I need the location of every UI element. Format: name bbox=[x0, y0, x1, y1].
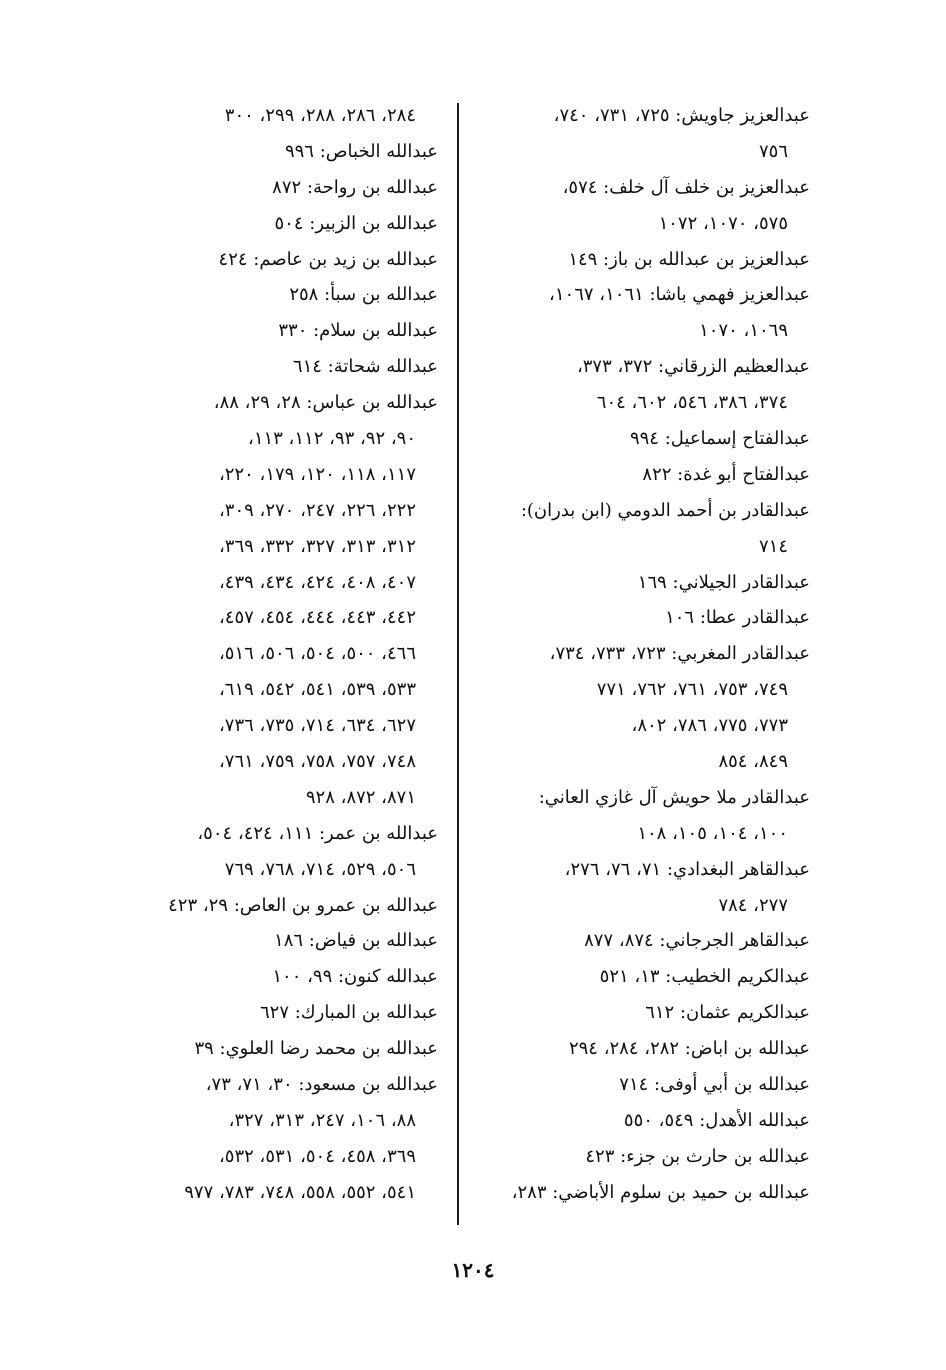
index-entry: عبدالله بن اباض: ٢٨٢، ٢٨٤، ٢٩٤ bbox=[568, 1038, 810, 1060]
index-entry-continuation: ٧٧٣، ٧٧٥، ٧٨٦، ٨٠٢، bbox=[631, 715, 788, 737]
index-entry: عبدالقادر بن أحمد الدومي (ابن بدران): bbox=[520, 499, 810, 521]
index-entry-continuation: ٤٤٢، ٤٤٣، ٤٤٤، ٤٥٤، ٤٥٧، bbox=[218, 607, 416, 629]
index-entry: عبدالله بن عباس: ٢٨، ٢٩، ٨٨، bbox=[213, 392, 438, 414]
index-entry: عبدالعزيز فهمي باشا: ١٠٦١، ١٠٦٧، bbox=[549, 284, 810, 306]
index-entry: عبدالقادر الجيلاني: ١٦٩ bbox=[637, 571, 810, 593]
index-entry: عبدالله بن رواحة: ٨٧٢ bbox=[272, 176, 438, 198]
index-entry: عبدالله بن أبي أوفى: ٧١٤ bbox=[619, 1074, 810, 1096]
index-entry-continuation: ٧٤٩، ٧٥٣، ٧٦١، ٧٦٢، ٧٧١ bbox=[596, 679, 788, 701]
index-entry-continuation: ١٠٠، ١٠٤، ١٠٥، ١٠٨ bbox=[637, 822, 788, 844]
index-entry-continuation: ٥٧٥، ١٠٧٠، ١٠٧٢ bbox=[658, 212, 788, 234]
index-entry: عبدالقادر عطا: ١٠٦ bbox=[665, 607, 810, 629]
index-entry: عبدالله بن الزبير: ٥٠٤ bbox=[274, 212, 438, 234]
index-entry: عبدالله الأهدل: ٥٤٩، ٥٥٠ bbox=[623, 1109, 810, 1131]
index-entry: عبدالله بن عمر: ١١١، ٤٢٤، ٥٠٤، bbox=[197, 822, 438, 844]
column-divider bbox=[457, 103, 459, 1225]
index-entry-continuation: ٨٤٩، ٨٥٤ bbox=[718, 751, 788, 773]
index-entry-continuation: ٩٠، ٩٢، ٩٣، ١١٢، ١١٣، bbox=[248, 428, 416, 450]
index-entry-continuation: ٥٤١، ٥٥٢، ٥٥٨، ٧٤٨، ٧٨٣، ٩٧٧ bbox=[184, 1181, 416, 1203]
index-entry: عبدالله كنون: ٩٩، ١٠٠ bbox=[272, 966, 438, 988]
index-entry: عبدالفتاح أبو غدة: ٨٢٢ bbox=[642, 463, 810, 485]
index-entry-continuation: ٧٤٨، ٧٥٧، ٧٥٨، ٧٥٩، ٧٦١، bbox=[218, 751, 416, 773]
index-entry-continuation: ٢٨٤، ٢٨٦، ٢٨٨، ٢٩٩، ٣٠٠ bbox=[224, 105, 416, 126]
index-entry: عبدالقاهر البغدادي: ٧١، ٧٦، ٢٧٦، bbox=[564, 858, 810, 880]
index-entry-continuation: ٣٧٤، ٣٨٦، ٥٤٦، ٦٠٢، ٦٠٤ bbox=[596, 392, 788, 414]
index-entry: عبدالكريم عثمان: ٦١٢ bbox=[645, 1002, 810, 1024]
index-entry-continuation: ٤٦٦، ٥٠٠، ٥٠٤، ٥٠٦، ٥١٦، bbox=[218, 643, 416, 665]
index-entry-continuation: ٤٠٧، ٤٠٨، ٤٢٤، ٤٣٤، ٤٣٩، bbox=[218, 571, 416, 593]
index-entry-continuation: ٢٢٢، ٢٢٦، ٢٤٧، ٢٧٠، ٣٠٩، bbox=[218, 499, 416, 521]
index-entry-continuation: ٨٧١، ٨٧٢، ٩٢٨ bbox=[305, 786, 416, 808]
page-number: ١٢٠٤ bbox=[451, 1258, 495, 1282]
index-entry-continuation: ١١٧، ١١٨، ١٢٠، ١٧٩، ٢٢٠، bbox=[218, 463, 416, 485]
index-entry: عبدالعزيز جاويش: ٧٢٥، ٧٣١، ٧٤٠، bbox=[553, 105, 810, 126]
index-entry-continuation: ٧٥٦ bbox=[758, 140, 788, 162]
index-entry: عبدالقادر ملا حويش آل غازي العاني: bbox=[538, 786, 810, 808]
index-entry-continuation: ١٠٦٩، ١٠٧٠ bbox=[699, 320, 788, 342]
index-entry: عبدالعزيز بن خلف آل خلف: ٥٧٤، bbox=[562, 176, 810, 198]
index-entry: عبدالله الخباص: ٩٩٦ bbox=[284, 140, 438, 162]
index-entry: عبدالفتاح إسماعيل: ٩٩٤ bbox=[629, 428, 810, 450]
index-entry: عبدالله بن سلام: ٣٣٠ bbox=[278, 320, 438, 342]
index-entry: عبدالله بن سبأ: ٢٥٨ bbox=[289, 284, 438, 306]
index-entry-continuation: ٦٢٧، ٦٣٤، ٧١٤، ٧٣٥، ٧٣٦، bbox=[218, 715, 416, 737]
index-entry: عبدالله بن المبارك: ٦٢٧ bbox=[259, 1002, 438, 1024]
index-entry: عبدالقاهر الجرجاني: ٨٧٤، ٨٧٧ bbox=[584, 930, 810, 952]
index-entry-continuation: ٧١٤ bbox=[758, 535, 788, 557]
index-entry: عبدالله بن مسعود: ٣٠، ٧١، ٧٣، bbox=[205, 1074, 438, 1096]
index-entry-continuation: ٥٣٣، ٥٣٩، ٥٤١، ٥٤٢، ٦١٩، bbox=[218, 679, 416, 701]
index-entry-continuation: ٢٧٧، ٧٨٤ bbox=[718, 894, 788, 916]
index-entry: عبدالله شحاتة: ٦١٤ bbox=[292, 356, 438, 378]
index-entry-continuation: ٥٠٦، ٥٢٩، ٧١٤، ٧٦٨، ٧٦٩ bbox=[224, 858, 416, 880]
index-entry-continuation: ٨٨، ١٠٦، ٢٤٧، ٣١٣، ٣٢٧، bbox=[228, 1109, 416, 1131]
index-entry-continuation: ٣٦٩، ٤٥٨، ٥٠٤، ٥٣١، ٥٣٢، bbox=[218, 1145, 416, 1167]
index-entry: عبدالله بن حميد بن سلوم الأباضي: ٢٨٣، bbox=[511, 1181, 810, 1203]
index-column-left bbox=[94, 98, 438, 1211]
index-entry: عبدالله بن فياض: ١٨٦ bbox=[274, 930, 438, 952]
index-entry: عبدالكريم الخطيب: ١٣، ٥٢١ bbox=[599, 966, 810, 988]
index-entry: عبدالعزيز بن عبدالله بن باز: ١٤٩ bbox=[568, 248, 810, 270]
index-entry: عبدالله بن عمرو بن العاص: ٢٩، ٤٢٣ bbox=[168, 894, 438, 916]
index-entry: عبدالعظيم الزرقاني: ٣٧٢، ٣٧٣، bbox=[576, 356, 810, 378]
index-entry: عبدالله بن زيد بن عاصم: ٤٢٤ bbox=[218, 248, 438, 270]
index-entry-continuation: ٣١٢، ٣١٣، ٣٢٧، ٣٣٢، ٣٦٩، bbox=[218, 535, 416, 557]
index-entry: عبدالقادر المغربي: ٧٢٣، ٧٣٣، ٧٣٤، bbox=[549, 643, 810, 665]
index-column-right bbox=[466, 98, 810, 1211]
index-entry: عبدالله بن محمد رضا العلوي: ٣٩ bbox=[194, 1038, 438, 1060]
index-entry: عبدالله بن حارث بن جزء: ٤٢٣ bbox=[585, 1145, 810, 1167]
